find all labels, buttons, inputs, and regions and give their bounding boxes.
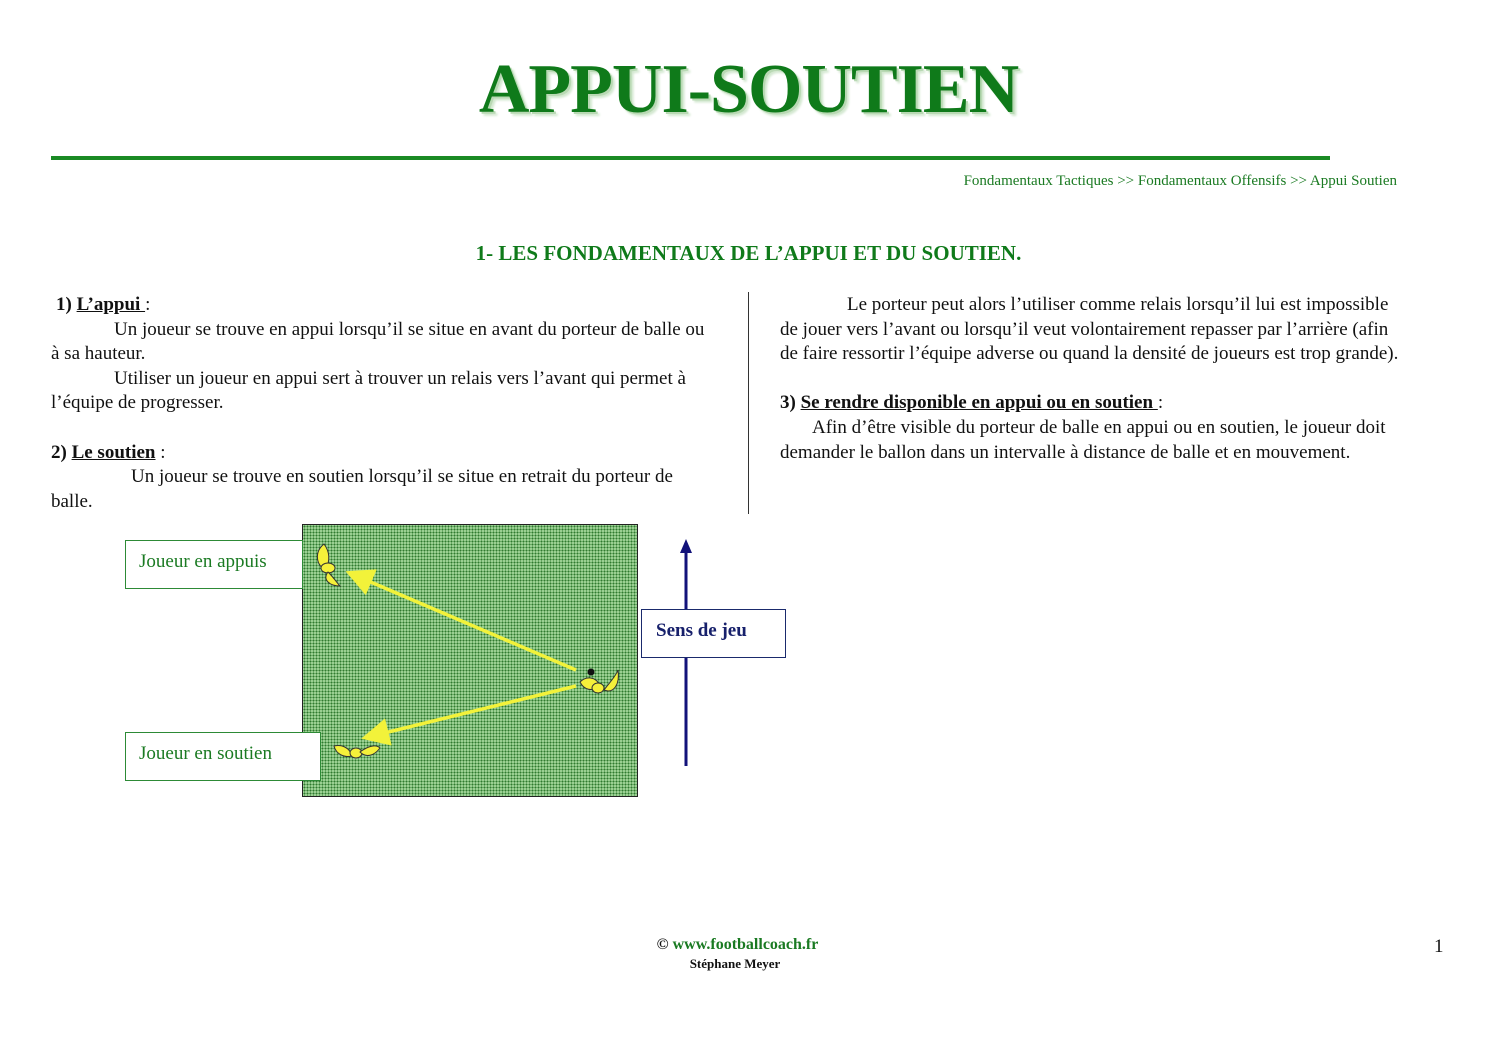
section-title-appui: L’appui [76,294,146,315]
page-title: APPUI-SOUTIEN [478,51,1019,128]
paragraph-appui-definition: Un joueur se trouve en appui lorsqu’il se situe en avant du porteur de balle ou à sa hauteur. [51,318,705,365]
footer-author: Stéphane Meyer [689,956,781,971]
copyright-symbol: © [656,936,673,953]
ball-icon [588,669,595,676]
label-joueur-en-soutien: Joueur en soutien [125,732,321,781]
section-number: 3) [780,392,801,414]
paragraph-soutien-definition: Un joueur se trouve en soutien lorsqu’il se situe en retrait du porteur de balle. [51,466,673,512]
player-appui-icon [317,544,340,586]
pass-arrow-to-soutien [368,686,576,737]
section-colon: : [145,294,151,315]
footer-website [0,936,1475,954]
paragraph-disponible: Afin d’être visible du porteur de balle en appui ou en soutien, le joueur doit demander le ballon dans un intervalle à distance de balle et en mouvement. [780,416,1386,463]
play-direction-arrowhead [680,539,692,553]
player-soutien-icon [334,745,380,758]
section-number: 2) [51,441,72,463]
paragraph-appui-usage: Utiliser un joueur en appui sert à trouver un relais vers l’avant qui permet à l’équipe de progresser. [51,367,686,414]
label-sens-de-jeu: Sens de jeu [641,609,786,658]
section-colon: : [1157,392,1164,414]
pass-arrow-to-appui [352,574,576,670]
player-porteur-icon [580,670,618,693]
section-colon: : [155,441,166,463]
breadcrumb: Fondamentaux Tactiques >> Fondamentaux Offensifs >> Appui Soutien [963,173,1397,189]
section-number: 1) [56,294,77,315]
label-joueur-en-appuis: Joueur en appuis [125,540,303,589]
website-link[interactable]: www.footballcoach.fr [672,936,819,953]
section-title-disponible: Se rendre disponible en appui ou en soutien [800,392,1158,414]
section-heading: 1- LES FONDAMENTAUX DE L’APPUI ET DU SOUTIEN. [475,241,1022,265]
section-title-soutien: Le soutien [71,441,156,463]
page-number: 1 [1434,936,1444,957]
paragraph-relais: Le porteur peut alors l’utiliser comme relais lorsqu’il lui est impossible de jouer vers l’avant ou lorsqu’il veut volontairement repasser par l’arrière (afin de faire ressortir l’équipe adverse ou quand la densité de joueurs est trop grande). [780,294,1399,365]
